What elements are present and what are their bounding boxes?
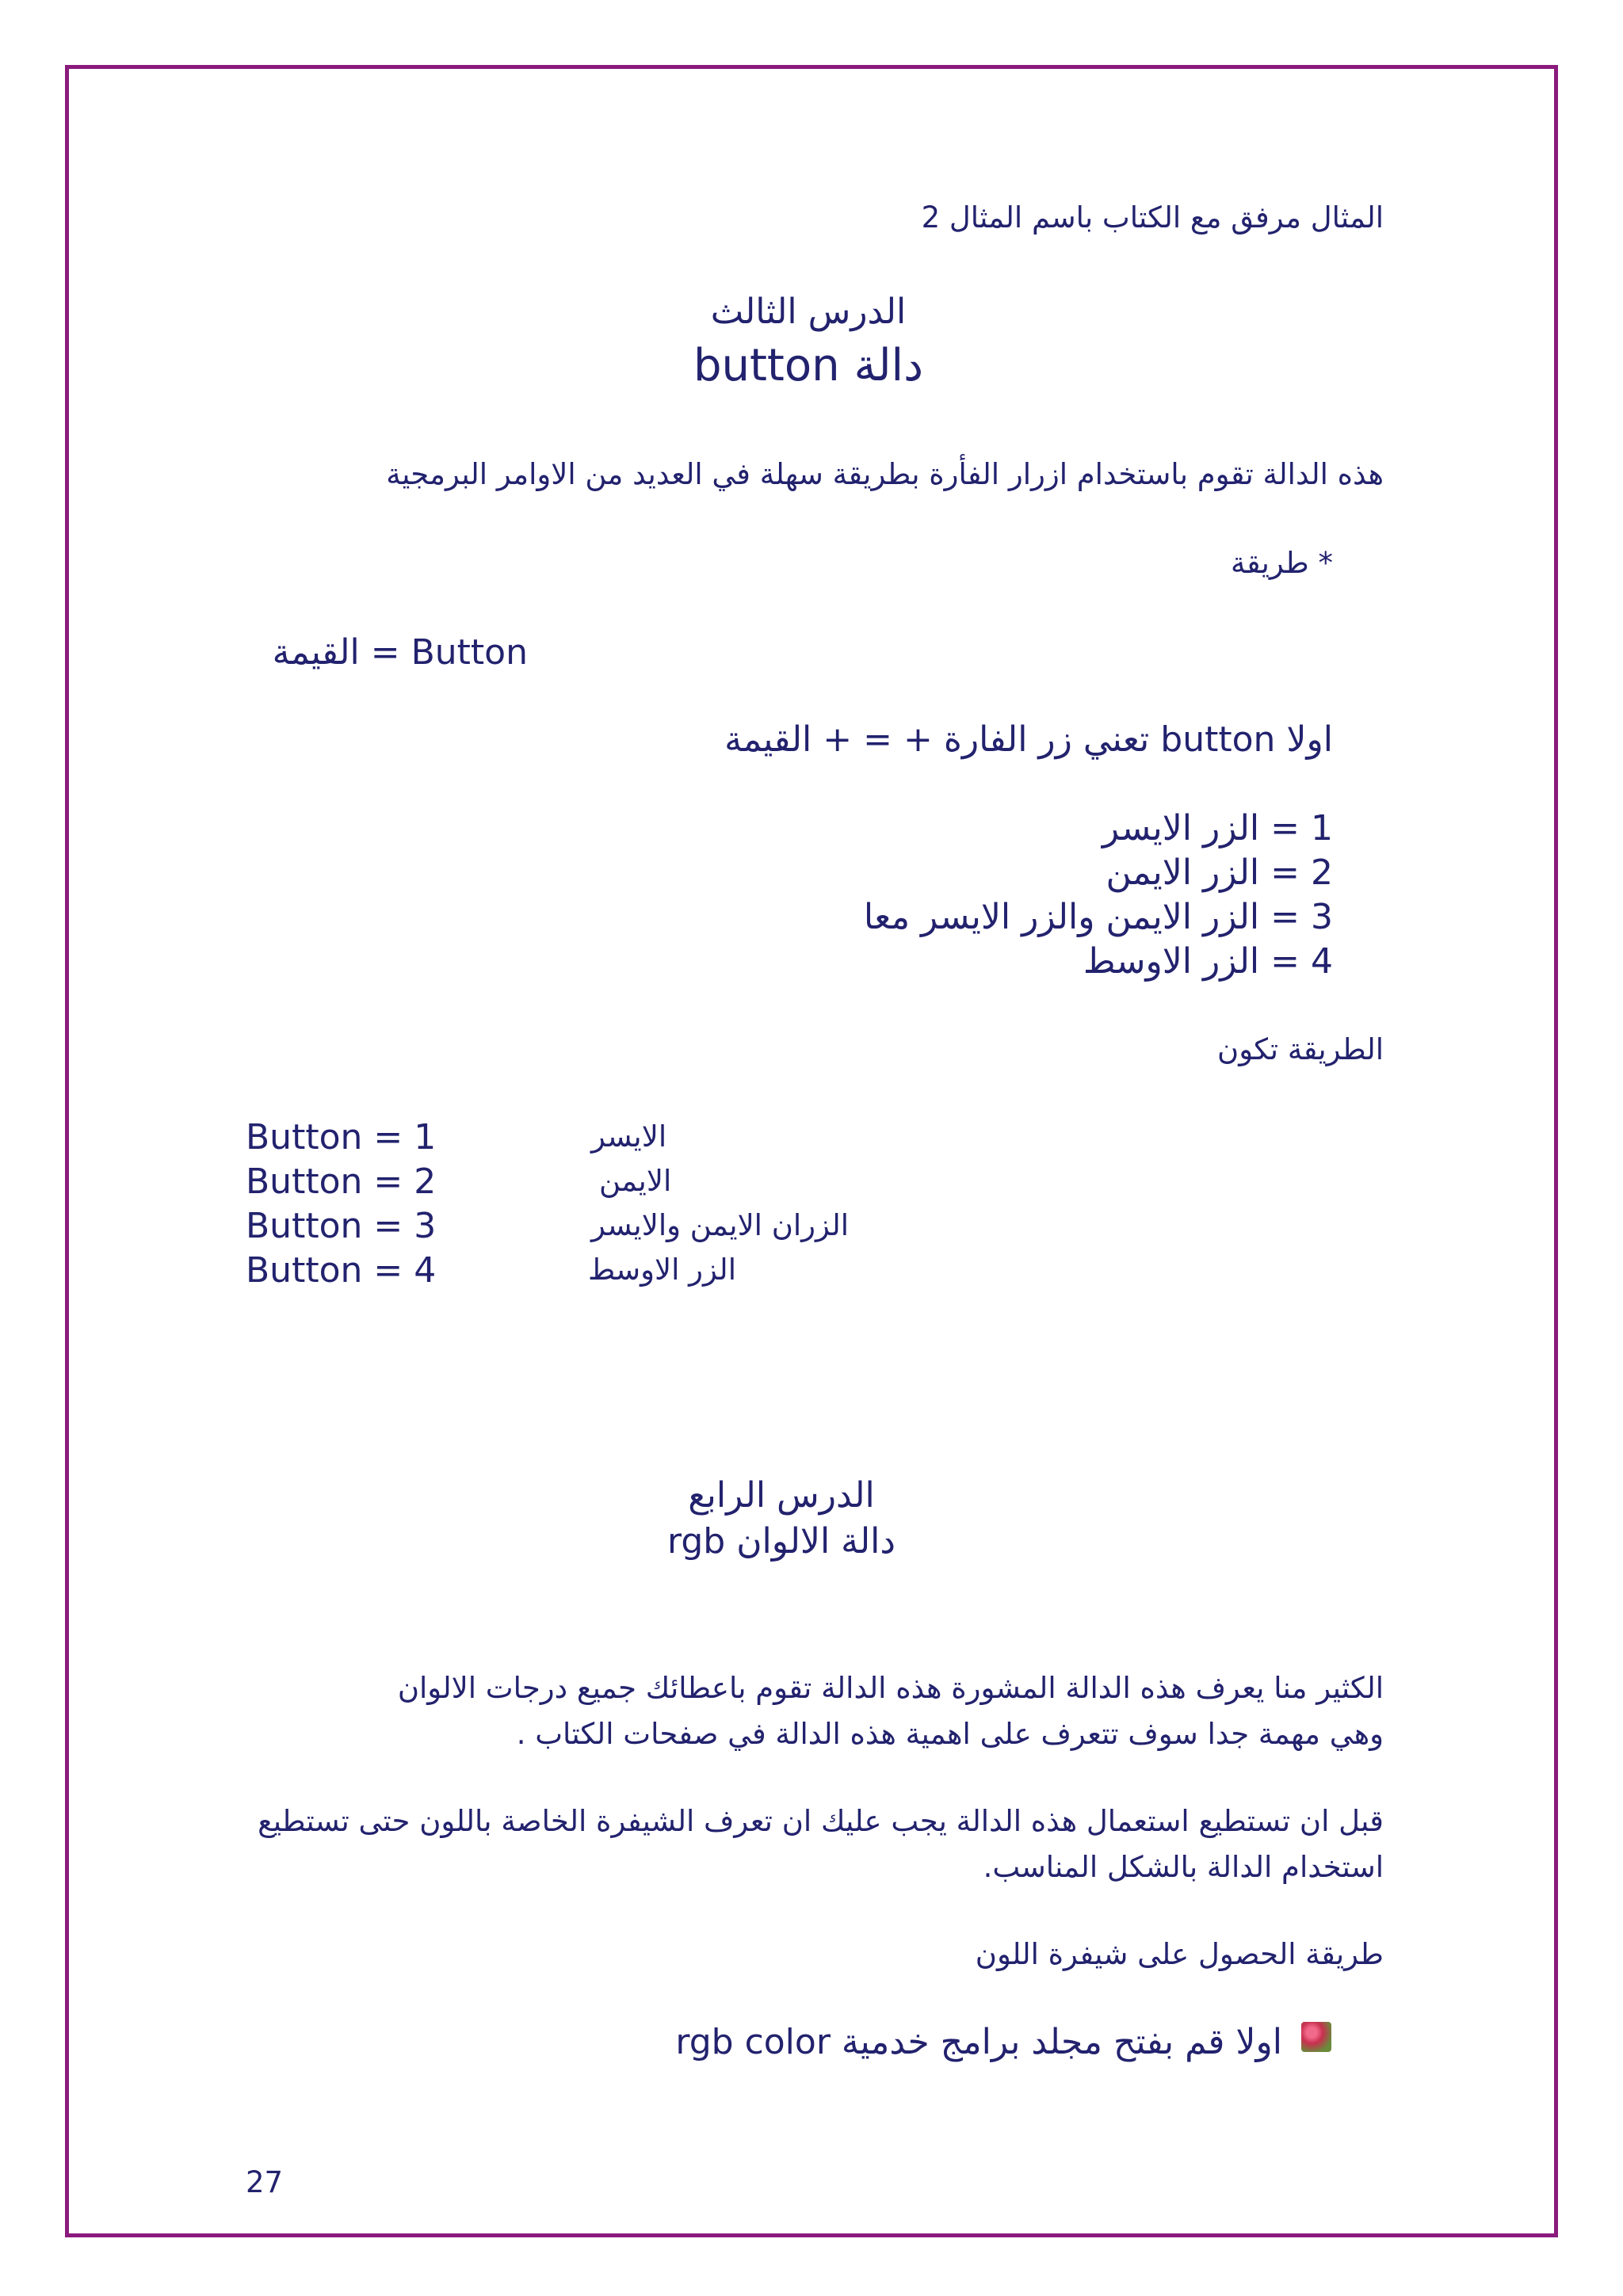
lesson4-para1-line1: الكثير منا يعرف هذه الدالة المشورة هذه الدالة تقوم باعطائك جميع درجات الالوان — [397, 1671, 1384, 1705]
lesson4-subtitle: دالة الالوان rgb — [667, 1521, 896, 1562]
lesson3-title: الدرس الثالث — [710, 292, 907, 332]
lesson3-subtitle: دالة button — [693, 340, 924, 391]
example-code: Button = 4 — [246, 1250, 437, 1291]
lesson4-para1-line2: وهي مهمة جدا سوف تتعرف على اهمية هذه الدالة في صفحات الكتاب . — [516, 1717, 1384, 1751]
how-to-get-label: طريقة الحصول على شيفرة اللون — [975, 1937, 1384, 1971]
example-code: Button = 2 — [246, 1161, 437, 1202]
example-meaning: الزران الايمن والايسر — [591, 1208, 850, 1242]
example-meaning: الايسر — [591, 1119, 667, 1154]
example-code: Button = 1 — [246, 1117, 437, 1158]
lesson4-para2-line2: استخدام الدالة بالشكل المناسب. — [983, 1850, 1384, 1884]
example-meaning: الزر الاوسط — [588, 1253, 736, 1287]
step1-line: اولا قم بفتح مجلد برامج خدمية rgb color — [675, 2022, 1282, 2062]
lesson4-para2-line1: قبل ان تستطيع استعمال هذه الدالة يجب عليك ان تعرف الشيفرة الخاصة باللون حتى تستطيع — [258, 1804, 1384, 1838]
list-item: 2 = الزر الايمن — [1106, 852, 1333, 893]
method-is-label: الطريقة تكون — [1217, 1032, 1384, 1066]
explanation-line: اولا button تعني زر الفارة + = + القيمة — [724, 719, 1333, 760]
lesson3-description: هذه الدالة تقوم باستخدام ازرار الفأرة بطريقة سهلة في العديد من الاوامر البرمجية — [386, 457, 1384, 491]
list-item: 1 = الزر الايسر — [1102, 808, 1333, 849]
example-code: Button = 3 — [246, 1206, 437, 1246]
flower-icon — [1301, 2022, 1331, 2052]
method-label: * طريقة — [1231, 546, 1333, 580]
page-number: 27 — [246, 2165, 284, 2199]
intro-text: المثال مرفق مع الكتاب باسم المثال 2 — [921, 200, 1384, 235]
syntax-line: Button = القيمة — [272, 632, 528, 673]
lesson4-title: الدرس الرابع — [688, 1475, 875, 1516]
list-item: 4 = الزر الاوسط — [1083, 941, 1333, 982]
example-meaning: الايمن — [599, 1164, 672, 1198]
list-item: 3 = الزر الايمن والزر الايسر معا — [863, 897, 1333, 937]
